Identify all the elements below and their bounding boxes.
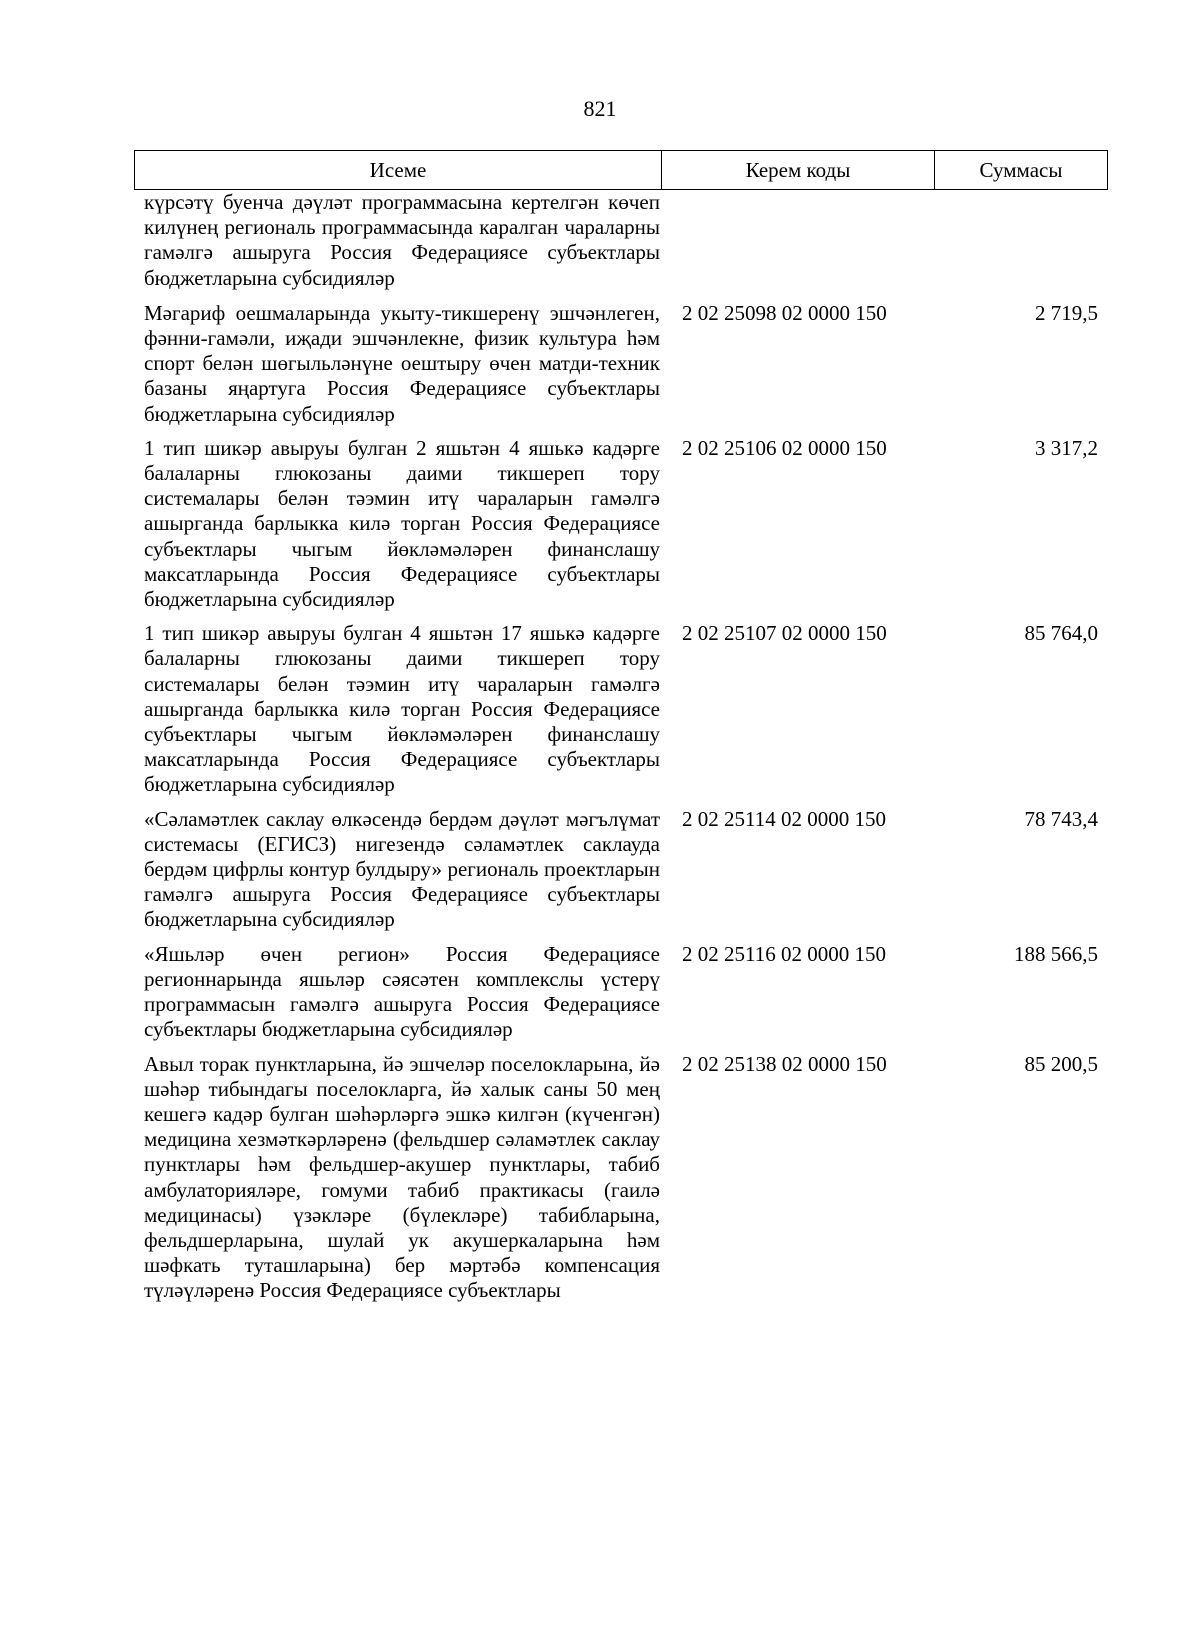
row-code: 2 02 25138 02 0000 150 [682, 1051, 887, 1076]
column-header-sum: Суммасы [979, 157, 1063, 182]
table-row [134, 621, 1108, 797]
table-row [134, 436, 1108, 612]
row-sum: 2 719,5 [1035, 300, 1098, 325]
row-sum: 85 764,0 [1024, 621, 1098, 646]
table-row [134, 190, 1108, 291]
row-code: 2 02 25107 02 0000 150 [682, 621, 887, 646]
row-sum: 78 743,4 [1024, 806, 1098, 831]
row-name: Мәгариф оешмаларында укыту-тикшеренү эшчәнлеген, фәнни-гамәли, иҗади эшчәнлекне, физик культура һәм спорт белән шөгыльләнүне оештыру өчен матди-техник базаны яңартуга Россия Федерациясе субъектлары бюджетларына субсидияләр [144, 300, 660, 426]
column-header-name: Исеме [135, 151, 662, 189]
row-name: Авыл торак пунктларына, йә эшчеләр поселокларына, йә шәһәр тибындагы поселокларга, йә халык саны 50 мең кешегә кадәр булган шәһәрләргә эшкә килгән (күченгән) медицина хезмәткәрләренә (фельдшер сәламәтлек саклау пунктлары һәм фельдшер-акушер пунктлары, табиб амбулаторияләре, гомуми табиб практикасы (гаилә медицинасы) үзәкләре (бүлекләре) табибларына, фельдшерларына, шулай ук акушеркаларына һәм шәфкать туташларына) бер мәртәбә компенсация түләүләренә Россия Федерациясе субъектлары [144, 1051, 660, 1303]
row-code: 2 02 25106 02 0000 150 [682, 435, 887, 460]
row-sum: 188 566,5 [1014, 941, 1098, 966]
row-sum: 3 317,2 [1035, 435, 1098, 460]
table-row [134, 1052, 1108, 1304]
row-code: 2 02 25098 02 0000 150 [682, 300, 887, 325]
table-row [134, 942, 1108, 1043]
table-header [134, 150, 1108, 190]
page-number: 821 [583, 96, 617, 121]
column-header-code: Керем коды [662, 151, 935, 189]
row-name: 1 тип шикәр авыруы булган 2 яшьтән 4 яшькә кадәрге балаларны глюкозаны даими тикшереп тору системалары белән тәэмин итү чараларын гамәлгә ашырганда барлыкка килә торган Россия Федерациясе субъектлары чыгым йөкләмәләрен финанслашу максатларында Россия Федерациясе субъектлары бюджетларына субсидияләр [144, 435, 660, 612]
row-sum: 85 200,5 [1024, 1051, 1098, 1076]
table-row [134, 807, 1108, 933]
row-name: күрсәтү буенча дәүләт программасына кертелгән көчеп килүнең региональ программасында каралган чараларны гамәлгә ашыруга Россия Федерациясе субъектлары бюджетларына субсидияләр [144, 190, 660, 290]
row-name: «Сәламәтлек саклау өлкәсендә бердәм дәүләт мәгълүмат системасы (ЕГИСЗ) нигезендә сәламәтлек саклауда бердәм цифрлы контур булдыру» региональ проектларын гамәлгә ашыруга Россия Федерациясе субъектлары бюджетларына субсидияләр [144, 806, 660, 932]
row-code: 2 02 25116 02 0000 150 [682, 941, 886, 966]
row-name: «Яшьләр өчен регион» Россия Федерациясе регионнарында яшьләр сәясәтен комплекслы үстерү программасын гамәлгә ашыруга Россия Федерациясе субъектлары бюджетларына субсидияләр [144, 941, 660, 1042]
table-row [134, 301, 1108, 427]
row-code: 2 02 25114 02 0000 150 [682, 806, 886, 831]
row-name: 1 тип шикәр авыруы булган 4 яшьтән 17 яшькә кадәрге балаларны глюкозаны даими тикшереп тору системалары белән тәэмин итү чараларын гамәлгә ашырганда барлыкка килә торган Россия Федерациясе субъектлары чыгым йөкләмәләрен финанслашу максатларында Россия Федерациясе субъектлары бюджетларына субсидияләр [144, 621, 660, 797]
table-body [134, 190, 1108, 1313]
